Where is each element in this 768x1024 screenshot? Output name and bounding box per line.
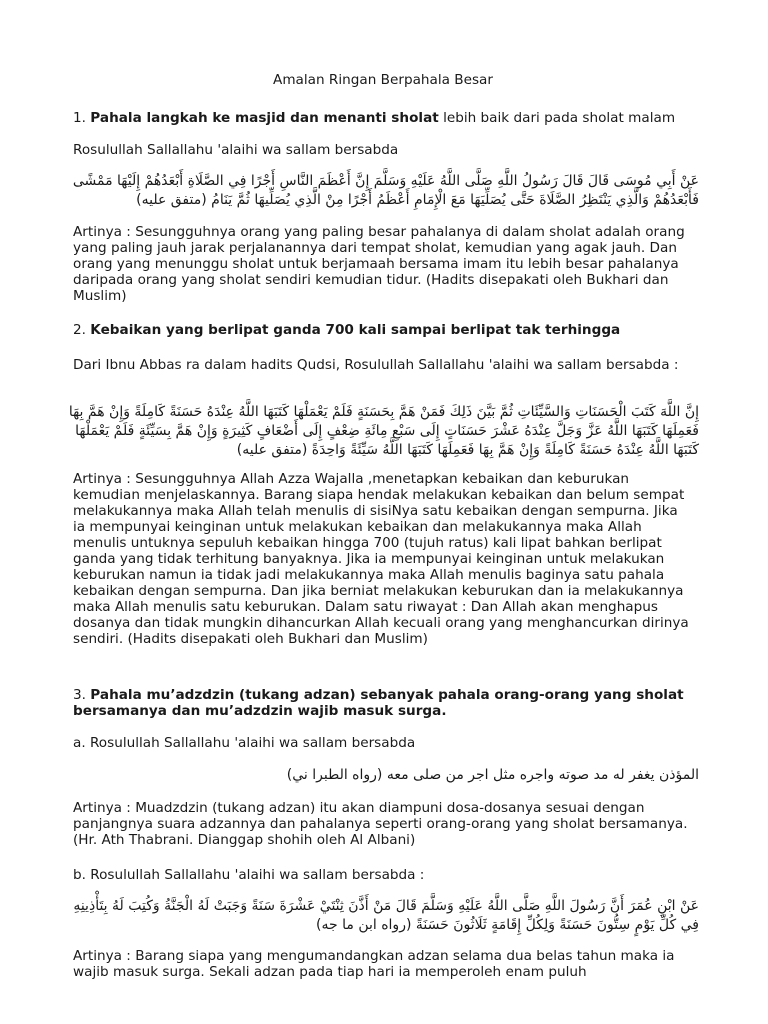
section-3b-arabic-hadith: عَنْ ابْنِ عُمَرَ أَنَّ رَسُولَ اللَّهِ صَلَّى اللَّهُ عَلَيْهِ وَسَلَّمَ قَالَ مَنْ أَذَّنَ ثِنْتَيْ عَشْرَةَ سَنَةً وَجَبَتْ لَهُ الْجَنَّةُ وَكُتِبَ لَهُ بِتَأْذِينِهِ فِي كُلِّ يَوْمٍ سِتُّونَ حَسَنَةً وَلِكُلِّ إِقَامَةٍ ثَلَاثُونَ حَسَنَةً (رواه ابن ما جه) (73, 898, 699, 933)
section-2-translation: Artinya : Sesungguhnya Allah Azza Wajalla ,menetapkan kebaikan dan keburukan kemudian menjelaskannya. Barang siapa hendak melakukan kebaikan dan belum sempat melakukannya maka Allah telah menulis di sisiNya satu kebaikan dengan sempurna. Jika ia mempunyai keinginan untuk melakukan kebaikan dan melakukannya maka Allah menulis untuknya sepuluh kebaikan hingga 700 (tujuh ratus) kali lipat bahkan berlipat ganda yang tidak terhitung banyaknya. Jika ia mempunyai keinginan untuk melakukan keburukan namun ia tidak jadi melakukannya maka Allah menulis baginya satu pahala kebaikan dengan sempurna. Dan jika berniat melakukan keburukan dan ia melakukannya maka Allah menulis satu keburukan. Dalam satu riwayat : Dan Allah akan menghapus dosanya dan tidak mungkin dihancurkan Allah kecuali orang yang menghancurkan dirinya sendiri. (Hadits disepakati oleh Bukhari dan Muslim) (73, 471, 689, 647)
section-3a-intro: a. Rosulullah Sallallahu 'alaihi wa sallam bersabda (73, 735, 416, 751)
section-1-translation: Artinya : Sesungguhnya orang yang paling besar pahalanya di dalam sholat adalah orang yang paling jauh jarak perjalanannya dari tempat sholat, kemudian yang agak jauh. Dan orang yang menunggu sholat untuk berjamaah bersama imam itu lebih besar pahalanya daripada orang yang sholat sendiri kemudian tidur. (Hadits disepakati oleh Bukhari dan Muslim) (73, 224, 685, 304)
section-1-intro: Rosulullah Sallallahu 'alaihi wa sallam bersabda (73, 142, 399, 158)
section-3-heading (73, 687, 693, 719)
section-number: 3. (73, 687, 91, 703)
section-heading-bold: Kebaikan yang berlipat ganda 700 kali sampai berlipat tak terhingga (90, 322, 621, 338)
section-heading-bold: Pahala mu’adzdzin (tukang adzan) sebanyak pahala orang-orang yang sholat bersamanya dan mu’adzdzin wajib masuk surga. (73, 687, 684, 719)
section-3a-translation: Artinya : Muadzdzin (tukang adzan) itu akan diampuni dosa-dosanya sesuai dengan panjangnya suara adzannya dan pahalanya seperti orang-orang yang sholat bersamanya. (Hr. Ath Thabrani. Dianggap shohih oleh Al Albani) (73, 800, 688, 848)
section-number: 1. (73, 110, 91, 126)
section-heading-rest: lebih baik dari pada sholat malam (438, 110, 676, 126)
section-number: 2. (73, 322, 91, 338)
section-3b-translation: Artinya : Barang siapa yang mengumandangkan adzan selama dua belas tahun maka ia wajib masuk surga. Sekali adzan pada tiap hari ia memperoleh enam puluh (73, 948, 675, 980)
section-heading-bold: Pahala langkah ke masjid dan menanti sholat (90, 110, 439, 126)
section-3b-intro: b. Rosulullah Sallallahu 'alaihi wa sallam bersabda : (73, 867, 425, 883)
section-3a-arabic-hadith: المؤذن يغفر له مد صوته واجره مثل اجر من صلى معه (رواه الطبرا ني) (286, 767, 699, 783)
section-2-intro: Dari Ibnu Abbas ra dalam hadits Qudsi, Rosulullah Sallallahu 'alaihi wa sallam bersabda : (73, 357, 679, 373)
section-1-heading (73, 110, 693, 126)
section-2-arabic-hadith: إِنَّ اللَّهَ كَتَبَ الْحَسَنَاتِ وَالسَّيِّئَاتِ ثُمَّ بَيَّنَ ذَلِكَ فَمَنْ هَمَّ بِحَسَنَةٍ فَلَمْ يَعْمَلْهَا كَتَبَهَا اللَّهُ عِنْدَهُ حَسَنَةً كَامِلَةً وَإِنْ هَمَّ بِهَا فَعَمِلَهَا كَتَبَهَا اللَّهُ عَزَّ وَجَلَّ عِنْدَهُ عَشْرَ حَسَنَاتٍ إِلَى سَبْعِ مِائَةِ ضِعْفٍ إِلَى أَضْعَافٍ كَثِيرَةٍ وَإِنْ هَمَّ بِسَيِّئَةٍ فَلَمْ يَعْمَلْهَا كَتَبَهَا اللَّهُ عِنْدَهُ حَسَنَةً كَامِلَةً وَإِنْ هَمَّ بِهَا فَعَمِلَهَا كَتَبَهَا اللَّهُ سَيِّئَةً وَاحِدَةً (متفق عليه) (68, 404, 699, 458)
section-2-heading (73, 322, 693, 338)
document-title: Amalan Ringan Berpahala Besar (273, 72, 493, 88)
section-1-arabic-hadith: عَنْ أَبِي مُوسَى قَالَ قَالَ رَسُولُ اللَّهِ صَلَّى اللَّهُ عَلَيْهِ وَسَلَّمَ إِنَّ أَعْظَمَ النَّاسِ أَجْرًا فِي الصَّلَاةِ أَبْعَدُهُمْ إِلَيْهَا مَمْشًى فَأَبْعَدُهُمْ وَالَّذِي يَنْتَظِرُ الصَّلَاةَ حَتَّى يُصَلِّيَهَا مَعَ الْإِمَامِ أَعْظَمُ أَجْرًا مِنْ الَّذِي يُصَلِّيهَا ثُمَّ يَنَامُ (متفق عليه) (72, 173, 699, 208)
